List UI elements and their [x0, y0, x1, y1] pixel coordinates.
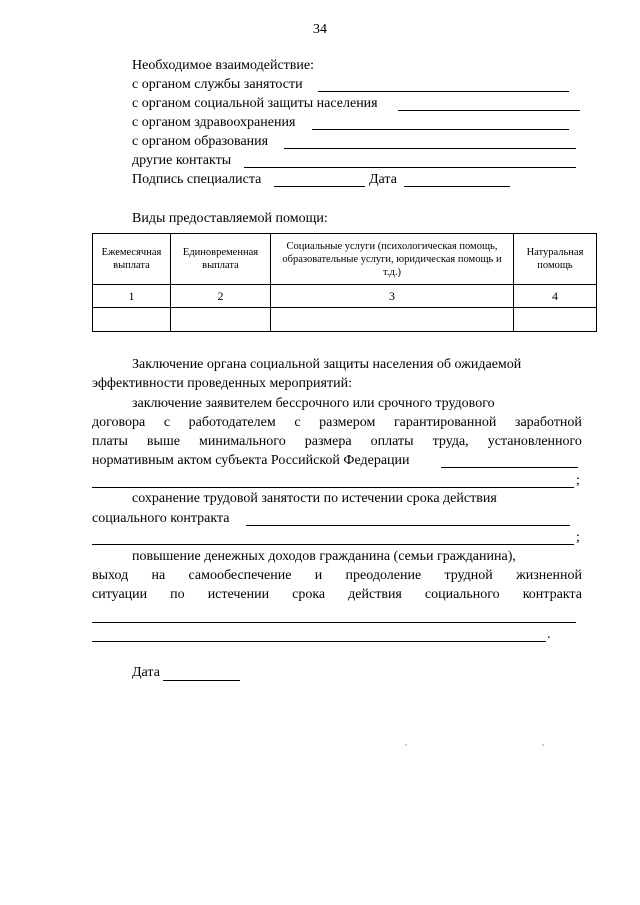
- empty-cell[interactable]: [171, 308, 271, 332]
- header-one-time: Единовременная выплата: [171, 234, 271, 285]
- employment-label: с органом службы занятости: [132, 77, 303, 92]
- table-empty-row: [93, 308, 597, 332]
- item3-line2: выход на самообеспечение и преодоление трудной жизненной: [92, 568, 582, 583]
- interaction-heading: Необходимое взаимодействие:: [132, 58, 315, 73]
- conclusion-heading-line1: Заключение органа социальной защиты населения об ожидаемой: [132, 357, 522, 372]
- table-number-row: [93, 285, 597, 308]
- social-field-line[interactable]: [398, 110, 580, 111]
- employment-field-line[interactable]: [318, 91, 569, 92]
- item1-line1: заключение заявителем бессрочного или срочного трудового: [132, 396, 495, 411]
- header-in-kind: Натуральная помощь: [514, 234, 597, 285]
- item3-period: .: [547, 627, 551, 642]
- other-contacts-label: другие контакты: [132, 153, 232, 168]
- item3-line3: ситуации по истечении срока действия социального контракта: [92, 587, 582, 602]
- header-social-services: Социальные услуги (психологическая помощь, образовательные услуги, юридическая помощь и т.д.): [271, 234, 514, 285]
- signature-date-label: Дата: [369, 172, 397, 187]
- item2-line2: социального контракта: [92, 511, 230, 526]
- signature-label: Подпись специалиста: [132, 172, 262, 187]
- header-monthly: Ежемесячная выплата: [93, 234, 171, 285]
- help-types-table: [92, 233, 597, 332]
- empty-cell[interactable]: [514, 308, 597, 332]
- final-date-label: Дата: [132, 665, 160, 680]
- health-field-line[interactable]: [312, 129, 569, 130]
- help-heading: Виды предоставляемой помощи:: [132, 211, 328, 226]
- page-number: 34: [313, 22, 327, 37]
- education-field-line[interactable]: [284, 148, 576, 149]
- column-number: 2: [171, 285, 271, 308]
- item2-field-line-2[interactable]: [92, 544, 574, 545]
- column-number: 4: [514, 285, 597, 308]
- scan-speck: [542, 744, 544, 746]
- signature-date-field-line[interactable]: [404, 186, 510, 187]
- item3-line1: повышение денежных доходов гражданина (семьи гражданина),: [132, 549, 516, 564]
- final-date-field-line[interactable]: [163, 680, 240, 681]
- health-label: с органом здравоохранения: [132, 115, 296, 130]
- item1-semicolon: ;: [576, 473, 580, 488]
- table-header-row: [93, 234, 597, 285]
- item2-field-line[interactable]: [246, 525, 570, 526]
- item2-line1: сохранение трудовой занятости по истечении срока действия: [132, 491, 497, 506]
- item3-field-line-2[interactable]: [92, 641, 546, 642]
- empty-cell[interactable]: [93, 308, 171, 332]
- signature-field-line[interactable]: [274, 186, 365, 187]
- conclusion-heading-line2: эффективности проведенных мероприятий:: [92, 376, 352, 391]
- item1-field-line-2[interactable]: [92, 487, 574, 488]
- scan-speck: [405, 744, 407, 746]
- item2-semicolon: ;: [576, 530, 580, 545]
- education-label: с органом образования: [132, 134, 269, 149]
- social-label: с органом социальной защиты населения: [132, 96, 378, 111]
- item1-line4: нормативным актом субъекта Российской Федерации: [92, 453, 410, 468]
- other-contacts-field-line[interactable]: [244, 167, 576, 168]
- column-number: 1: [93, 285, 171, 308]
- item1-line2: договора с работодателем с размером гарантированной заработной: [92, 415, 582, 430]
- item3-field-line[interactable]: [92, 622, 576, 623]
- item1-line3: платы выше минимального размера оплаты труда, установленного: [92, 434, 582, 449]
- column-number: 3: [271, 285, 514, 308]
- item1-field-line[interactable]: [441, 467, 578, 468]
- empty-cell[interactable]: [271, 308, 514, 332]
